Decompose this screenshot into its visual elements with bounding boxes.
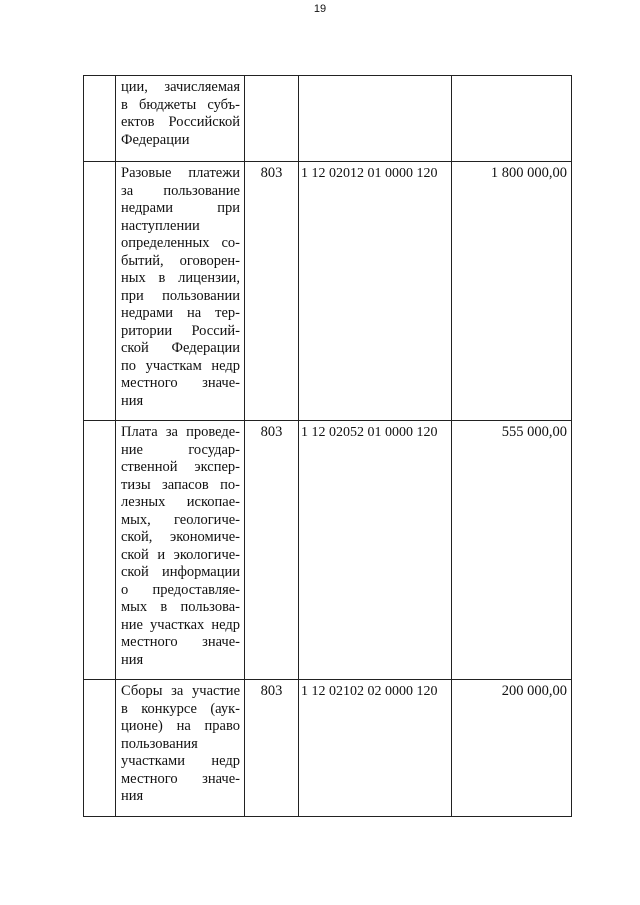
income-name-line: бытий, оговорен- <box>121 252 240 269</box>
admin-code-cell <box>245 76 299 162</box>
income-name-line: ции, зачисляемая <box>121 79 240 95</box>
income-name-line: пользования <box>121 735 198 752</box>
revenue-table <box>83 75 572 817</box>
income-name-line: ектов Российской <box>121 114 240 130</box>
table-body <box>84 76 572 817</box>
income-name-line: за пользование <box>121 182 240 199</box>
income-name-line: наступлении <box>121 217 200 234</box>
income-name-line: определенных со- <box>121 235 240 251</box>
row-number-cell <box>84 421 116 680</box>
income-name-line: лезных ископае- <box>121 494 240 510</box>
admin-code-cell: 803 <box>245 680 299 817</box>
income-name-line: ритории Россий- <box>121 322 240 339</box>
table-row <box>84 162 572 421</box>
income-name-line: Федерации <box>121 131 190 148</box>
admin-code-cell: 803 <box>245 421 299 680</box>
table-row <box>84 76 572 162</box>
income-name-line: ционе) на право <box>121 718 240 734</box>
income-name-line: при пользовании <box>121 287 240 304</box>
income-name-line: Разовые платежи <box>121 165 240 181</box>
income-name-line: ния <box>121 788 144 804</box>
page-number: 19 <box>313 3 327 15</box>
income-name-line: недрами при <box>121 200 240 216</box>
admin-code-cell: 803 <box>245 162 299 421</box>
income-name-line: участками недр <box>121 753 240 769</box>
table-row <box>84 680 572 817</box>
amount-cell: 1 800 000,00 <box>452 162 572 421</box>
budget-classification-code-cell <box>299 76 452 162</box>
row-number-cell <box>84 76 116 162</box>
income-name-line: по участкам недр <box>121 357 240 374</box>
income-name-cell <box>116 76 245 162</box>
income-name-line: в бюджеты субъ- <box>121 96 240 113</box>
income-name-line: ние участках недр <box>121 616 240 633</box>
income-name-line: Сборы за участие <box>121 683 240 699</box>
table-row <box>84 421 572 680</box>
income-name-line: ской Федерации <box>121 340 240 356</box>
income-name-line: о предоставляе- <box>121 581 240 598</box>
income-name-line: тизы запасов по- <box>121 476 240 493</box>
row-number-cell <box>84 162 116 421</box>
income-name-line: ных в лицензии, <box>121 270 240 286</box>
income-name-cell <box>116 162 245 421</box>
income-name-line: в конкурсе (аук- <box>121 700 240 717</box>
income-name-line: ской информации <box>121 564 240 580</box>
income-name-cell <box>116 680 245 817</box>
amount-cell: 555 000,00 <box>452 421 572 680</box>
budget-classification-code-cell: 1 12 02102 02 0000 120 <box>299 680 452 817</box>
income-name-cell <box>116 421 245 680</box>
budget-classification-code-cell: 1 12 02012 01 0000 120 <box>299 162 452 421</box>
income-name-line: Плата за проведе- <box>121 424 240 440</box>
row-number-cell <box>84 680 116 817</box>
amount-cell: 200 000,00 <box>452 680 572 817</box>
income-name-line: ской и экологиче- <box>121 546 240 563</box>
income-name-line: ской, экономиче- <box>121 529 240 545</box>
budget-classification-code-cell: 1 12 02052 01 0000 120 <box>299 421 452 680</box>
income-name-line: мых в пользова- <box>121 599 240 615</box>
income-name-line: местного значе- <box>121 634 240 650</box>
income-name-line: ние государ- <box>121 441 240 458</box>
income-name-line: ния <box>121 392 144 409</box>
income-name-line: местного значе- <box>121 375 240 391</box>
income-name-line: ственной экспер- <box>121 459 240 475</box>
income-name-line: мых, геологиче- <box>121 511 240 528</box>
amount-cell <box>452 76 572 162</box>
income-name-line: недрами на тер- <box>121 305 240 321</box>
income-name-line: ния <box>121 651 144 668</box>
income-name-line: местного значе- <box>121 770 240 787</box>
